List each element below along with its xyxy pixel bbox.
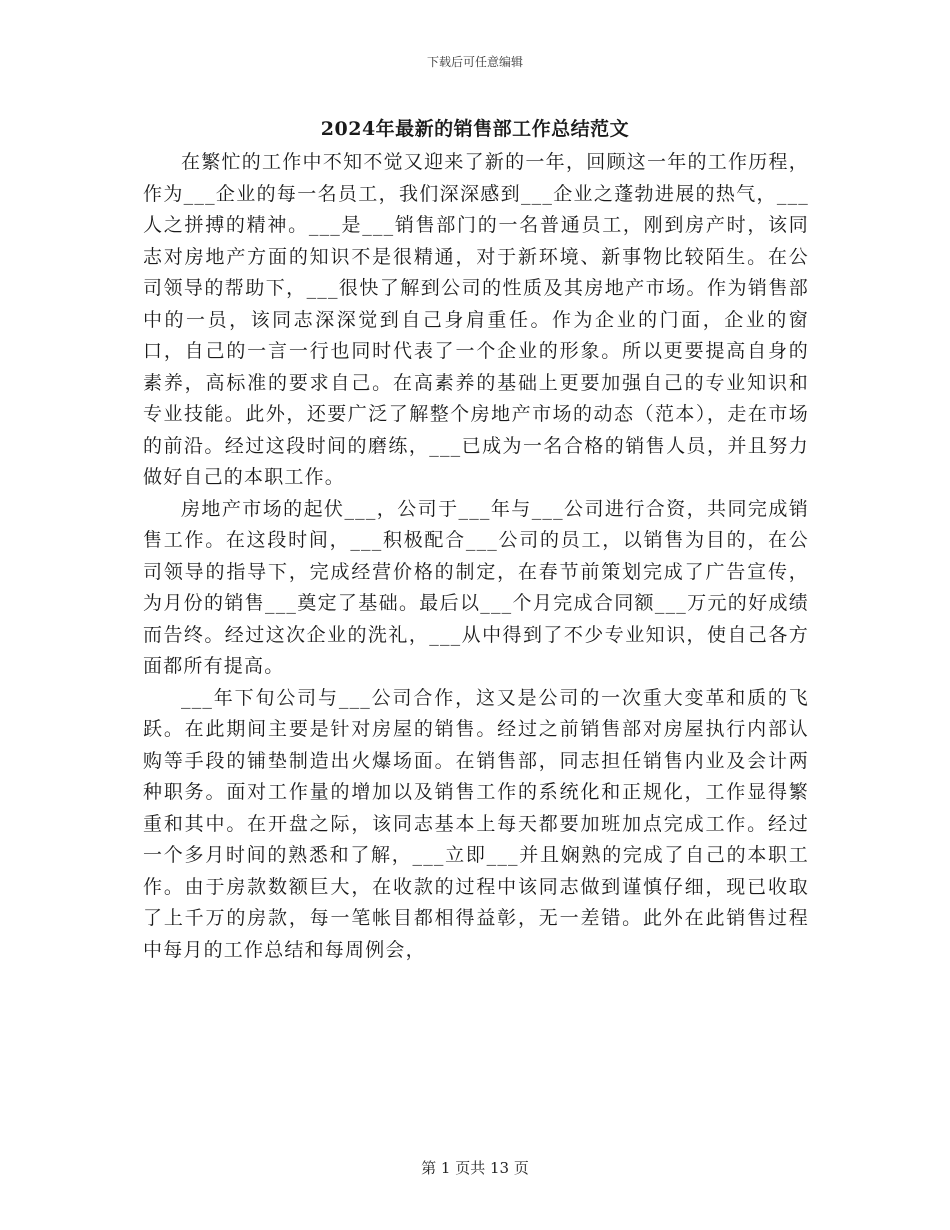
paragraph-3: ___年下旬公司与___公司合作，这又是公司的一次重大变革和质的飞跃。在此期间主要是针对房屋的销售。经过之前销售部对房屋执行内部认购等手段的铺垫制造出火爆场面。在销售部，同志担任销售内业及会计两种职务。面对工作量的增加以及销售工作的系统化和正规化，工作显得繁重和其中。在开盘之际，该同志基本上每天都要加班加点完成工作。经过一个多月时间的熟悉和了解，___立即___并且娴熟的完成了自己的本职工作。由于房款数额巨大，在收款的过程中该同志做到谨慎仔细，现已收取了上千万的房款，每一笔帐目都相得益彰，无一差错。此外在此销售过程中每月的工作总结和每周例会， xyxy=(143,686,809,961)
paragraph-1: 在繁忙的工作中不知不觉又迎来了新的一年，回顾这一年的工作历程，作为___企业的每一名员工，我们深深感到___企业之蓬勃进展的热气，___人之拼搏的精神。___是___销售部门的一名普通员工，刚到房产时，该同志对房地产方面的知识不是很精通，对于新环境、新事物比较陌生。在公司领导的帮助下，___很快了解到公司的性质及其房地产市场。作为销售部中的一员，该同志深深觉到自己身肩重任。作为企业的门面，企业的窗口，自己的一言一行也同时代表了一个企业的形象。所以更要提高自身的素养，高标准的要求自己。在高素养的基础上更要加强自己的专业知识和专业技能。此外，还要广泛了解整个房地产市场的动态（范本），走在市场的前沿。经过这段时间的磨练，___已成为一名合格的销售人员，并且努力做好自己的本职工作。 xyxy=(143,151,809,488)
paragraph-2: 房地产市场的起伏___，公司于___年与___公司进行合资，共同完成销售工作。在这段时间，___积极配合___公司的员工，以销售为目的，在公司领导的指导下，完成经营价格的制定，在春节前策划完成了广告宣传，为月份的销售___奠定了基础。最后以___个月完成合同额___万元的好成绩而告终。经过这次企业的洗礼，___从中得到了不少专业知识，使自己各方面都所有提高。 xyxy=(143,497,809,677)
document-title: 2024年最新的销售部工作总结范文 xyxy=(320,118,630,140)
page-header-note: 下载后可任意编辑 xyxy=(426,55,523,69)
document-body xyxy=(143,147,809,966)
page-number-footer: 第 1 页共 13 页 xyxy=(421,1159,529,1177)
